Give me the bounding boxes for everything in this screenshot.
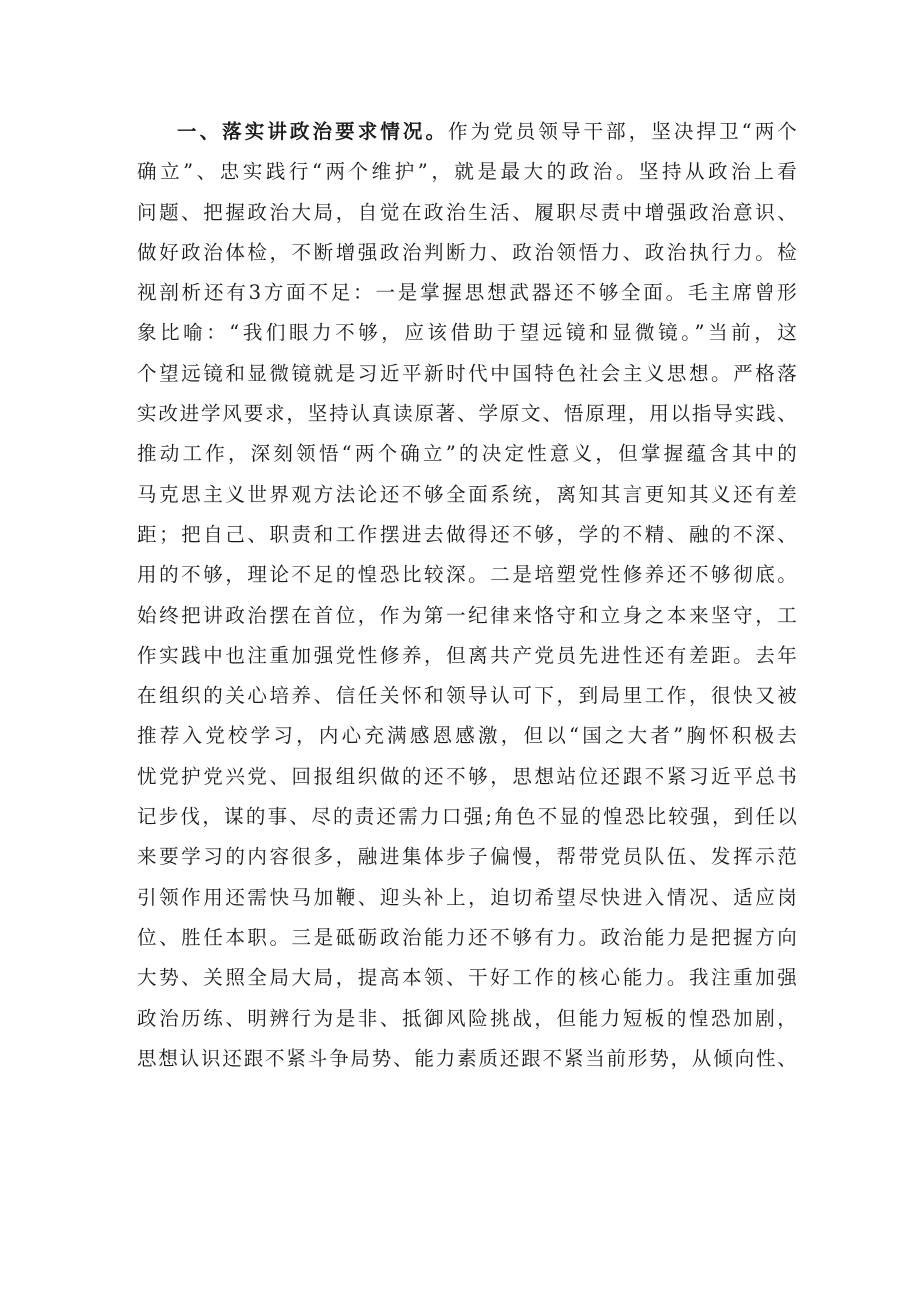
text-line: 政治历练、明辨行为是非、抵御风险挑战，但能力短板的惶恐加剧， <box>137 1006 797 1030</box>
paragraph-first-line <box>137 112 797 152</box>
text-line: 推荐入党校学习，内心充满感恩感激，但以“国之大者”胸怀积极去 <box>137 724 797 748</box>
first-line-text: 作为党员领导干部，坚决捍卫“两个 <box>448 120 798 143</box>
text-line: 忧党护党兴党、回报组织做的还不够，思想站位还跟不紧习近平总书 <box>137 764 797 788</box>
body-text <box>137 112 797 1079</box>
text-line: 始终把讲政治摆在首位，作为第一纪律来恪守和立身之本来坚守，工 <box>137 603 797 627</box>
text-line: 作实践中也注重加强党性修养，但离共产党员先进性还有差距。去年 <box>137 643 797 667</box>
text-line: 实改进学风要求，坚持认真读原著、学原文、悟原理，用以指导实践、 <box>137 402 797 426</box>
text-line: 大势、关照全局大局，提高本领、干好工作的核心能力。我注重加强 <box>137 966 797 990</box>
text-line: 做好政治体检，不断增强政治判断力、政治领悟力、政治执行力。检 <box>137 240 797 264</box>
text-line: 距；把自己、职责和工作摆进去做得还不够，学的不精、融的不深、 <box>137 522 797 546</box>
text-line: 在组织的关心培养、信任关怀和领导认可下，到局里工作，很快又被 <box>137 684 797 708</box>
text-line: 确立”、忠实践行“两个维护”，就是最大的政治。坚持从政治上看 <box>137 160 797 184</box>
text-line: 推动工作，深刻领悟“两个确立”的决定性意义，但掌握蕴含其中的 <box>137 442 797 466</box>
section-heading: 一、落实讲政治要求情况。 <box>177 120 449 143</box>
text-line: 个望远镜和显微镜就是习近平新时代中国特色社会主义思想。严格落 <box>137 361 797 385</box>
text-line: 象比喻：“我们眼力不够，应该借助于望远镜和显微镜。”当前，这 <box>137 321 797 345</box>
text-line: 用的不够，理论不足的惶恐比较深。二是培塑党性修养还不够彻底。 <box>137 563 797 587</box>
text-line: 记步伐，谋的事、尽的责还需力口强;角色不显的惶恐比较强，到任以 <box>137 805 797 829</box>
text-line: 位、胜任本职。三是砥砺政治能力还不够有力。政治能力是把握方向 <box>137 925 797 949</box>
text-line: 问题、把握政治大局，自觉在政治生活、履职尽责中增强政治意识、 <box>137 200 797 224</box>
text-line: 引领作用还需快马加鞭、迎头补上，迫切希望尽快进入情况、适应岗 <box>137 885 797 909</box>
text-line: 视剖析还有3方面不足：一是掌握思想武器还不够全面。毛主席曾形 <box>137 281 797 305</box>
text-line: 马克思主义世界观方法论还不够全面系统，离知其言更知其义还有差 <box>137 482 797 506</box>
text-line: 来要学习的内容很多，融进集体步子偏慢，帮带党员队伍、发挥示范 <box>137 845 797 869</box>
text-line: 思想认识还跟不紧斗争局势、能力素质还跟不紧当前形势，从倾向性、 <box>137 1046 797 1070</box>
